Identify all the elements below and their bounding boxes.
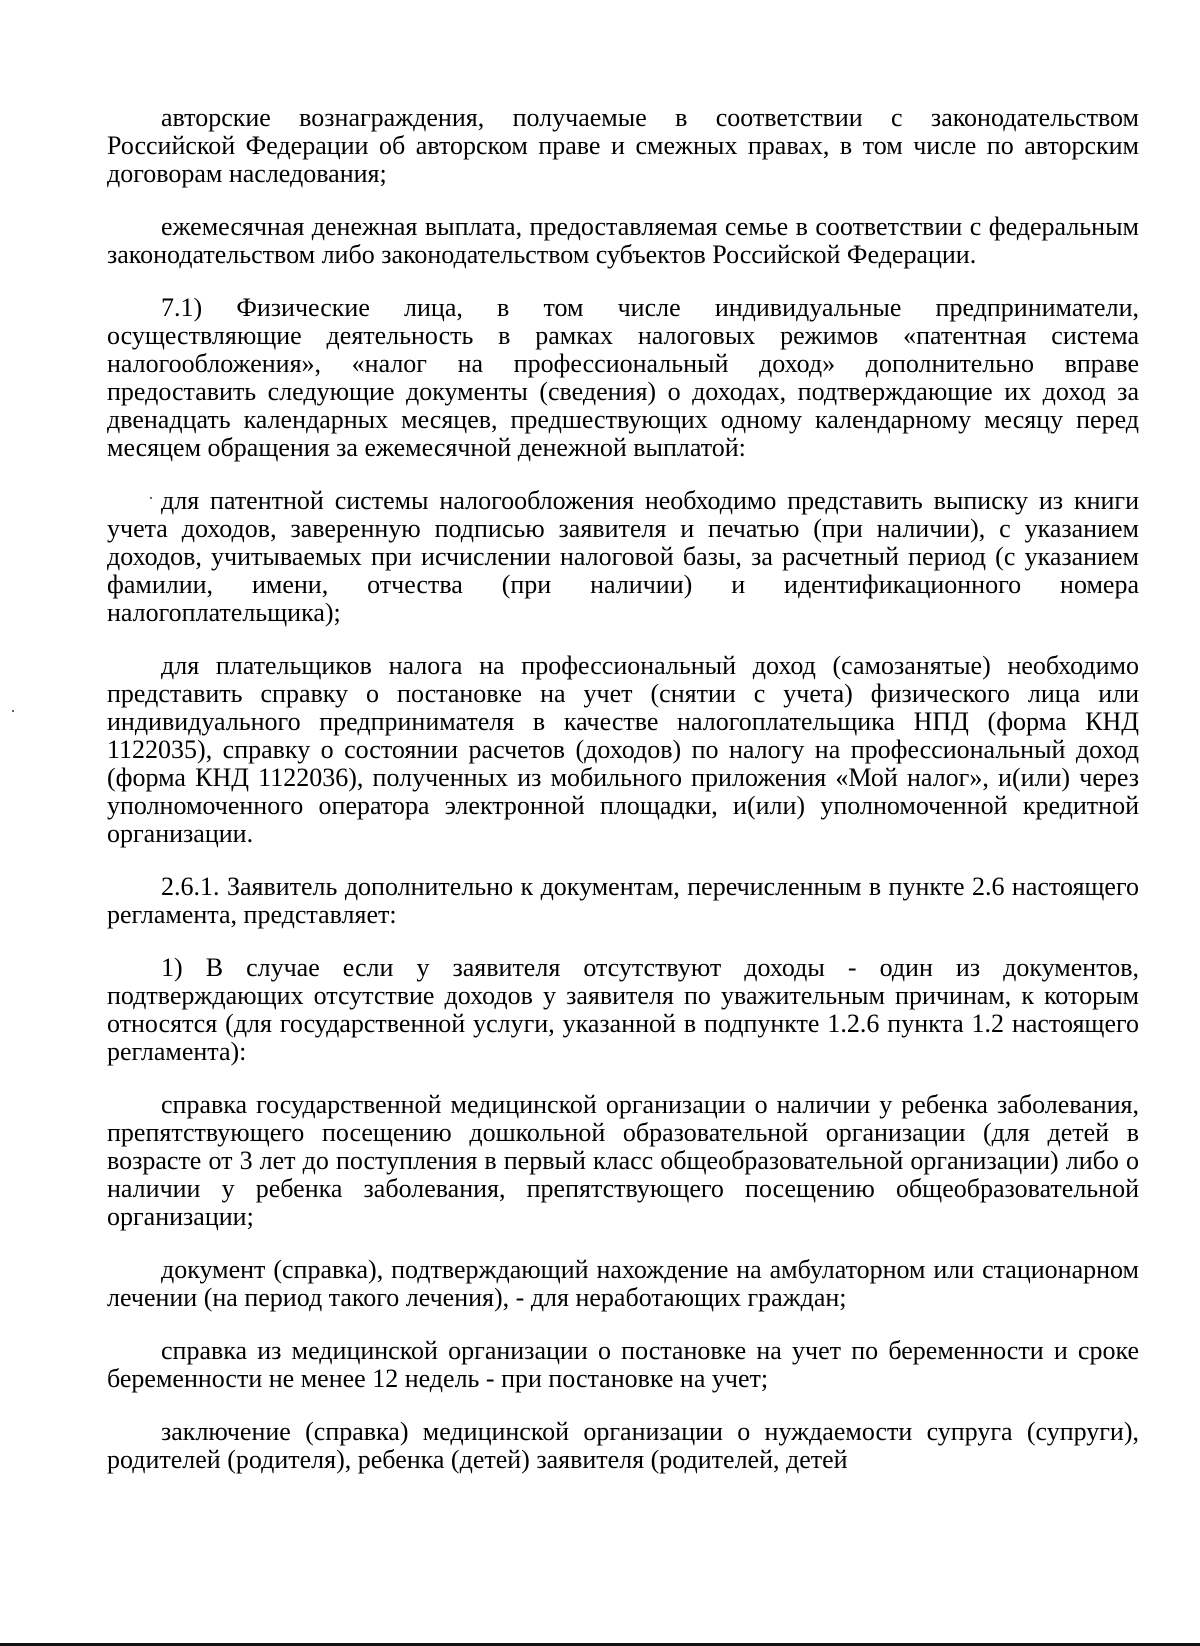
scan-speck bbox=[150, 497, 152, 499]
paragraph-self-employed: для плательщиков налога на профессиональный доход (самозанятые) необходимо представить справку о постановке на учет (снятии с учета) физического лица или индивидуального предпринимателя в качестве налогоплательщика НПД (форма КНД 1122035), справку о состоянии расчетов (доходов) по налогу на профессиональный доход (форма КНД 1122036), полученных из мобильного приложения «Мой налог», и(или) через уполномоченного оператора электронной площадки, и(или) уполномоченной кредитной организации. bbox=[107, 651, 1139, 848]
paragraph-medical-certificate: справка государственной медицинской организации о наличии у ребенка заболевания, препятствующего посещению дошкольной образовательной организации (для детей в возрасте от 3 лет до поступления в первый класс общеобразовательной организации) либо о наличии у ребенка заболевания, препятствующего посещению общеобразовательной организации; bbox=[107, 1090, 1139, 1231]
paragraph-monthly-payment: ежемесячная денежная выплата, предоставляемая семье в соответствии с федеральным законодательством либо законодательством субъектов Российской Федерации. bbox=[107, 212, 1139, 269]
scan-speck bbox=[12, 710, 14, 712]
paragraph-care-conclusion: заключение (справка) медицинской организации о нуждаемости супруга (супруги), родителей (родителя), ребенка (детей) заявителя (родителей, детей bbox=[107, 1417, 1139, 1474]
document-page bbox=[107, 104, 1139, 1474]
paragraph-2-6-1: 2.6.1. Заявитель дополнительно к документам, перечисленным в пункте 2.6 настоящего регламента, представляет: bbox=[107, 872, 1139, 929]
paragraph-no-income: 1) В случае если у заявителя отсутствуют доходы - один из документов, подтверждающих отсутствие доходов у заявителя по уважительным причинам, к которым относятся (для государственной услуги, указанной в подпункте 1.2.6 пункта 1.2 настоящего регламента): bbox=[107, 953, 1139, 1066]
paragraph-7-1: 7.1) Физические лица, в том числе индивидуальные предприниматели, осуществляющие деятельность в рамках налоговых режимов «патентная система налогообложения», «налог на профессиональный доход» дополнительно вправе предоставить следующие документы (сведения) о доходах, подтверждающие их доход за двенадцать календарных месяцев, предшествующих одному календарному месяцу перед месяцем обращения за ежемесячной денежной выплатой: bbox=[107, 293, 1139, 462]
paragraph-patent-system: для патентной системы налогообложения необходимо представить выписку из книги учета доходов, заверенную подписью заявителя и печатью (при наличии), с указанием доходов, учитываемых при исчислении налоговой базы, за расчетный период (с указанием фамилии, имени, отчества (при наличии) и идентификационного номера налогоплательщика); bbox=[107, 486, 1139, 627]
paragraph-author-fees: авторские вознаграждения, получаемые в соответствии с законодательством Российской Федерации об авторском праве и смежных правах, в том числе по авторским договорам наследования; bbox=[107, 103, 1139, 188]
paragraph-treatment-document: документ (справка), подтверждающий нахождение на амбулаторном или стационарном лечении (на период такого лечения), - для неработающих граждан; bbox=[107, 1255, 1139, 1312]
paragraph-pregnancy-certificate: справка из медицинской организации о постановке на учет по беременности и сроке беременности не менее 12 недель - при постановке на учет; bbox=[107, 1336, 1139, 1393]
